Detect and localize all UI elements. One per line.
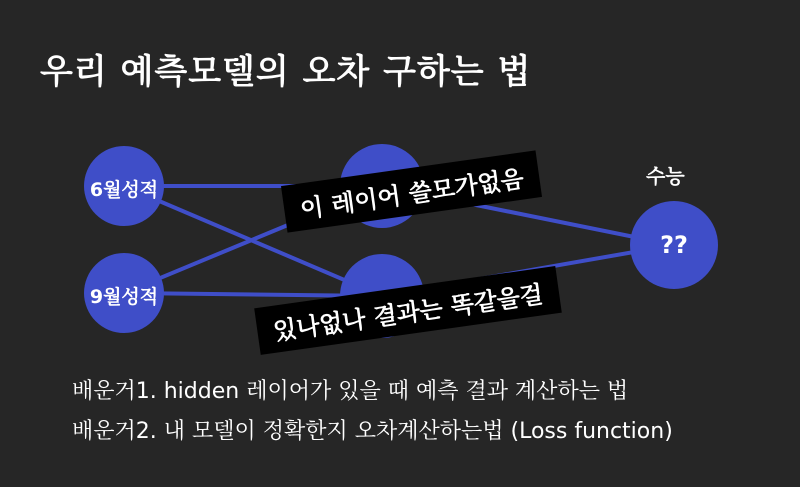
annotation-banner-bottom: 있나없나 결과는 똑같을걸 [254, 266, 561, 355]
output-title: 수능 [646, 164, 685, 188]
slide-title: 우리 예측모델의 오차 구하는 법 [40, 52, 532, 92]
annotation-banner-top: 이 레이어 쓸모가없음 [281, 150, 542, 232]
input-node-1-label: 6월성적 [89, 179, 159, 201]
input-node-2-label: 9월성적 [89, 286, 159, 308]
note-line-1: 배운거1. hidden 레이어가 있을 때 예측 결과 계산하는 법 [72, 379, 629, 404]
output-node-label: ?? [660, 231, 688, 259]
note-line-2: 배운거2. 내 모델이 정확한지 오차계산하는법 (Loss function) [72, 419, 673, 444]
